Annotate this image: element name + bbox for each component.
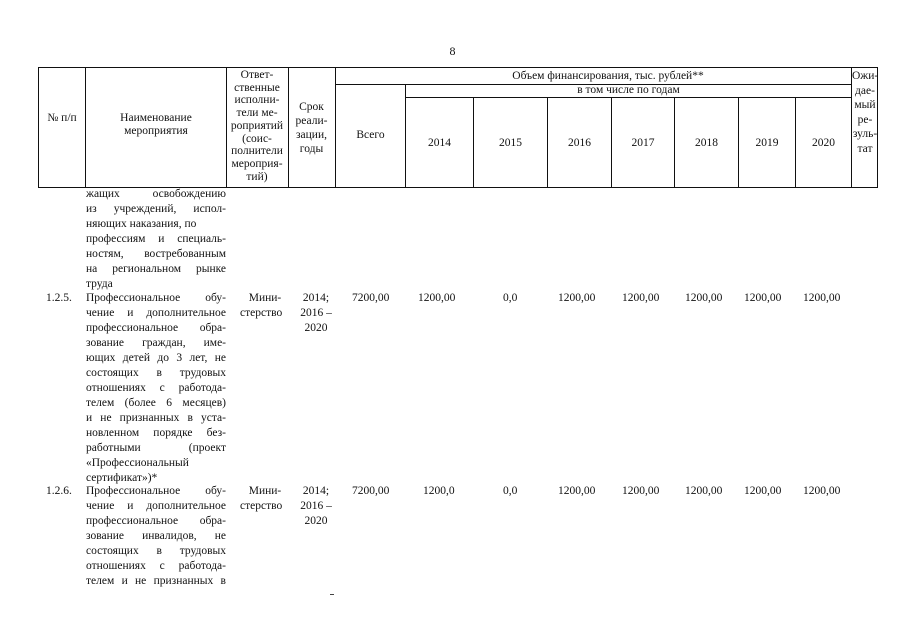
header-year-2015: 2015 [499, 137, 522, 149]
row-name: Профессиональное обу- чение и дополнительное профессиональное обра- зование граждан, име- ющих детей до 3 лет, не состоящих в трудовых отношениях с работода- телем (более 6 месяцев) и не признанных в уста- новленном порядке без- работными (проект «Профессиональный сертификат»)* [86, 292, 226, 484]
header-executors: Ответ- ственные исполни- тели ме- роприятий (соис- полнители мероприя- тий) [230, 69, 284, 183]
row-executor: Мини- стерство [240, 292, 283, 319]
row-2017: 1200,00 [622, 292, 660, 304]
header-name: Наименование мероприятия [120, 112, 192, 137]
row-2016: 1200,00 [558, 292, 596, 304]
row-number: 1.2.5. [46, 292, 72, 304]
header-finance: Объем финансирования, тыс. рублей** [512, 70, 704, 82]
header-num: № п/п [47, 112, 77, 124]
row-2014: 1200,0 [423, 485, 455, 497]
table-header [38, 67, 878, 188]
row-name: Профессиональное обу- чение и дополнительное профессиональное обра- зование инвалидов, не состоящих в трудовых отношениях с работода- телем и не признанных в [86, 485, 226, 587]
row-2014: 1200,00 [418, 292, 456, 304]
row-term: 2014; 2016 – 2020 [300, 292, 332, 334]
row-2019: 1200,00 [744, 485, 782, 497]
continuation-text: жащих освобождению из учреждений, испол- няющих наказания, по профессиям и специаль- ностям, востребованным на региональном рынке труда [86, 188, 226, 290]
header-term: Срок реали- зации, годы [295, 101, 328, 155]
header-year-2020: 2020 [812, 137, 835, 149]
page-number: 8 [449, 44, 456, 58]
row-2018: 1200,00 [685, 485, 723, 497]
row-total: 7200,00 [352, 485, 390, 497]
row-2015: 0,0 [503, 485, 518, 497]
row-2018: 1200,00 [685, 292, 723, 304]
row-2015: 0,0 [503, 292, 518, 304]
row-2016: 1200,00 [558, 485, 596, 497]
row-2020: 1200,00 [803, 485, 841, 497]
row-total: 7200,00 [352, 292, 390, 304]
header-year-2016: 2016 [568, 137, 591, 149]
header-year-2019: 2019 [755, 137, 779, 149]
header-expected: Ожи- дае- мый ре- зуль- тат [852, 70, 879, 155]
header-by-year: в том числе по годам [577, 84, 680, 96]
row-2020: 1200,00 [803, 292, 841, 304]
row-2019: 1200,00 [744, 292, 782, 304]
row-number: 1.2.6. [46, 485, 72, 497]
header-year-2014: 2014 [428, 137, 451, 149]
row-executor: Мини- стерство [240, 485, 283, 512]
header-year-2017: 2017 [631, 137, 655, 149]
header-year-2018: 2018 [695, 137, 718, 149]
row-term: 2014; 2016 – 2020 [300, 485, 332, 527]
header-total: Всего [356, 129, 385, 141]
page-mark [330, 594, 334, 595]
row-2017: 1200,00 [622, 485, 660, 497]
